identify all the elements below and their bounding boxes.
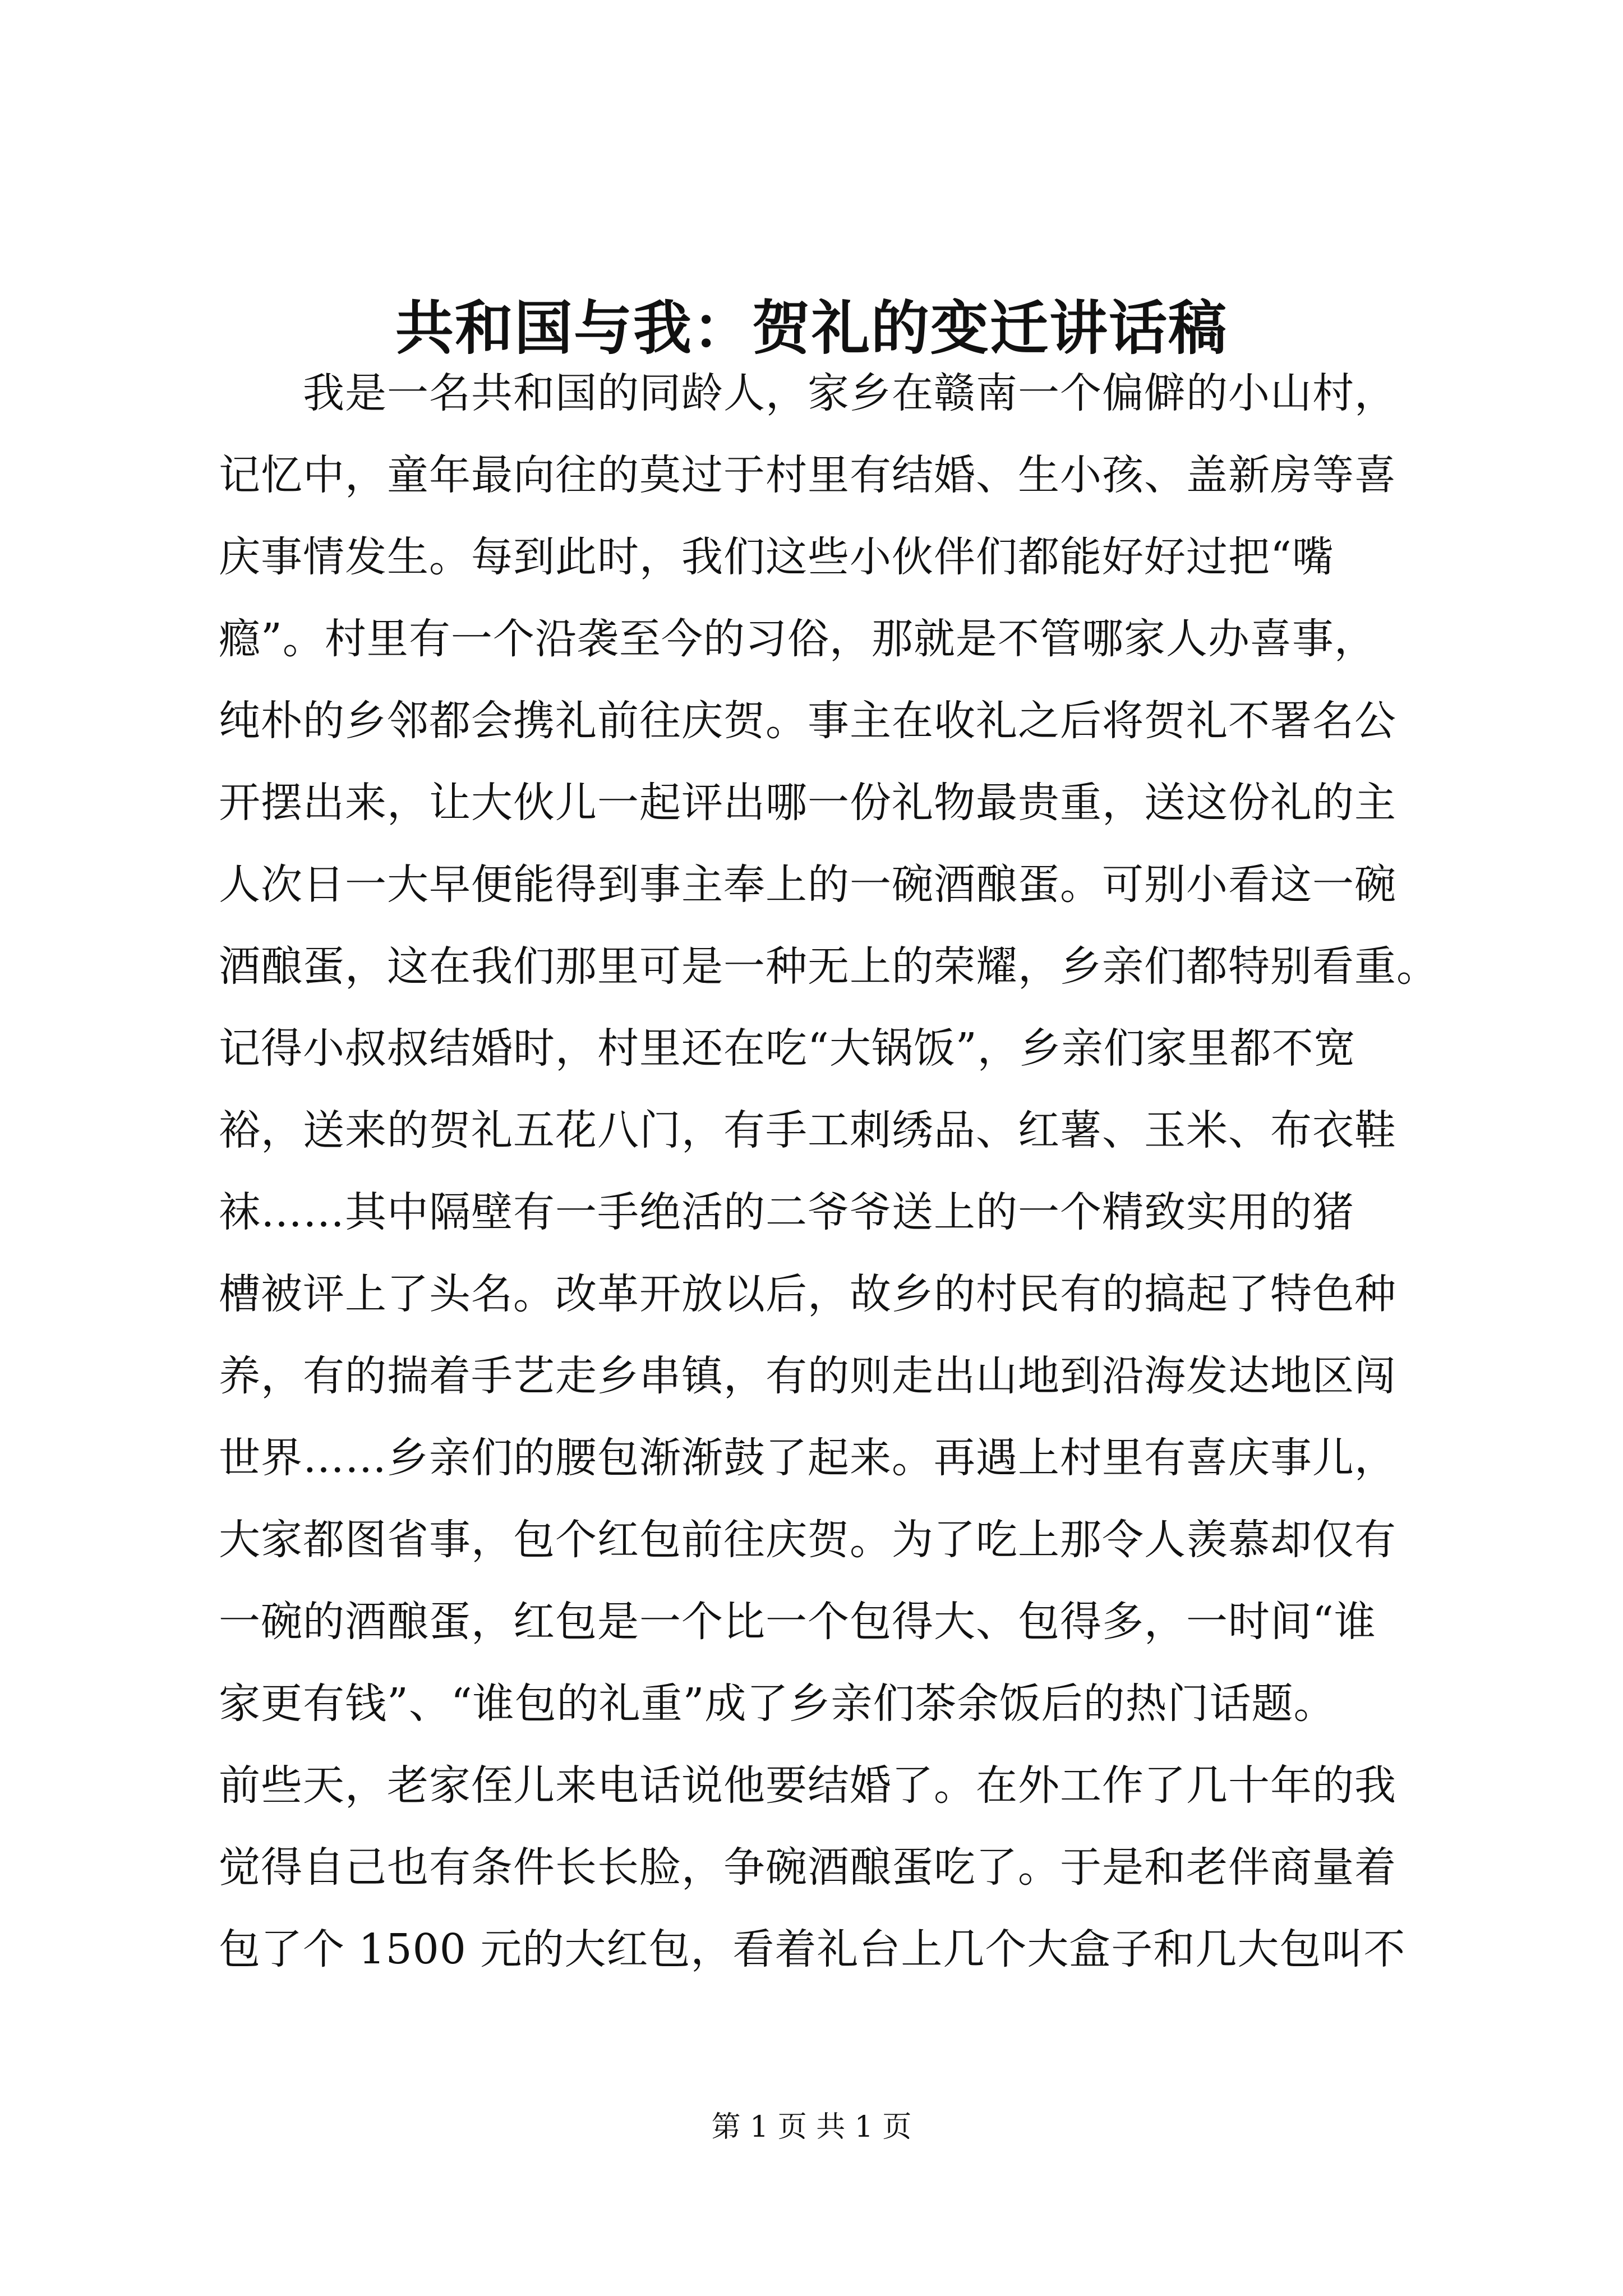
text-line: 一碗的酒酿蛋，红包是一个比一个包得大、包得多，一时间“谁: [219, 1598, 1376, 1646]
text-line: 养，有的揣着手艺走乡串镇，有的则走出山地到沿海发达地区闯: [219, 1352, 1396, 1400]
text-line: 包了个 1500 元的大红包，看着礼台上几个大盒子和几大包叫不: [219, 1925, 1406, 1973]
page-footer: 第 1 页 共 1 页: [711, 2110, 912, 2144]
text-line: 记得小叔叔结婚时，村里还在吃“大锅饭”，乡亲们家里都不宽: [219, 1024, 1356, 1073]
text-line: 大家都图省事，包个红包前往庆贺。为了吃上那令人羡慕却仅有: [219, 1516, 1396, 1564]
text-line: 庆事情发生。每到此时，我们这些小伙伴们都能好好过把“嘴: [219, 533, 1334, 581]
text-line: 我是一名共和国的同龄人，家乡在赣南一个偏僻的小山村，: [219, 369, 1396, 417]
text-line: 世界……乡亲们的腰包渐渐鼓了起来。再遇上村里有喜庆事儿，: [219, 1434, 1396, 1482]
text-line: 记忆中，童年最向往的莫过于村里有结婚、生小孩、盖新房等喜: [219, 451, 1396, 499]
text-line: 袜……其中隔壁有一手绝活的二爷爷送上的一个精致实用的猪: [219, 1188, 1354, 1236]
text-line: 人次日一大早便能得到事主奉上的一碗酒酿蛋。可别小看这一碗: [219, 861, 1396, 909]
text-line: 觉得自己也有条件长长脸，争碗酒酿蛋吃了。于是和老伴商量着: [219, 1843, 1396, 1892]
text-line: 酒酿蛋，这在我们那里可是一种无上的荣耀，乡亲们都特别看重。: [219, 942, 1438, 991]
text-line: 瘾”。村里有一个沿袭至今的习俗，那就是不管哪家人办喜事，: [219, 615, 1376, 663]
document-title: 共和国与我：贺礼的变迁讲话稿: [395, 293, 1228, 362]
body-text: [219, 352, 1438, 1990]
text-line: 纯朴的乡邻都会携礼前往庆贺。事主在收礼之后将贺礼不署名公: [219, 697, 1396, 745]
text-line: 裕，送来的贺礼五花八门，有手工刺绣品、红薯、玉米、布衣鞋: [219, 1106, 1396, 1154]
text-line: 开摆出来，让大伙儿一起评出哪一份礼物最贵重，送这份礼的主: [219, 779, 1396, 827]
text-line: 槽被评上了头名。改革开放以后，故乡的村民有的搞起了特色种: [219, 1270, 1396, 1318]
text-line: 家更有钱”、“谁包的礼重”成了乡亲们茶余饭后的热门话题。: [219, 1680, 1336, 1728]
text-line: 前些天，老家侄儿来电话说他要结婚了。在外工作了几十年的我: [219, 1761, 1396, 1810]
